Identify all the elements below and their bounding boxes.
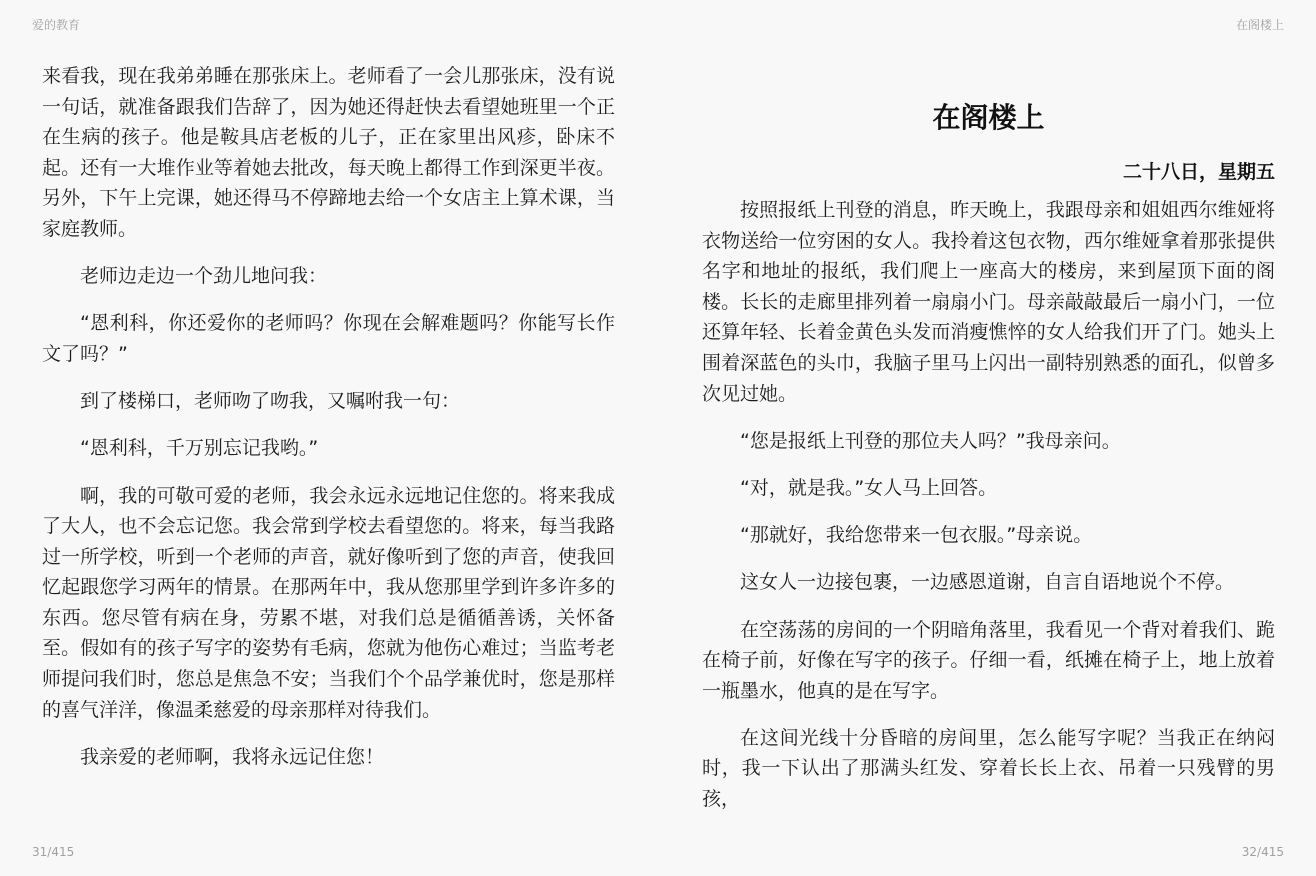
paragraph: 这女人一边接包裹，一边感恩道谢，自言自语地说个不停。	[740, 571, 1235, 594]
paragraph: 到了楼梯口，老师吻了吻我，又嘱咐我一句：	[80, 390, 461, 413]
book-title-header: 爱的教育	[32, 18, 81, 32]
chapter-title: 在阁楼上	[932, 101, 1045, 134]
chapter-date: 二十八日，星期五	[1122, 161, 1275, 183]
paragraph: “您是报纸上刊登的那位夫人吗？”我母亲问。	[740, 429, 1121, 452]
paragraph: “恩利科，你还爱你的老师吗？你现在会解难题吗？你能写长作文了吗？”	[42, 312, 615, 365]
paragraph: 啊，我的可敬可爱的老师，我会永远永远地记住您的。将来我成了大人，也不会忘记您。我会常到学校去看望您的。将来，每当我路过一所学校，听到一个老师的声音，就好像听到了您的声音，使我回忆起跟您学习两年的情景。在那两年中，我从您那里学到许多许多的东西。您尽管有病在身，劳累不堪，对我们总是循循善诱，关怀备至。假如有的孩子写字的姿势有毛病，您就为他伤心难过；当监考老师提问我们时，您总是焦急不安；当我们个个品学兼优时，您是那样的喜气洋洋，像温柔慈爱的母亲那样对待我们。	[42, 484, 615, 721]
page-number-left: 31/415	[32, 845, 75, 859]
page-number-right: 32/415	[1241, 845, 1284, 859]
right-page-text	[702, 98, 1275, 815]
paragraph: “恩利科，千万别忘记我哟。”	[80, 437, 319, 460]
right-page[interactable]	[658, 0, 1316, 876]
paragraph: 我亲爱的老师啊，我将永远记住您！	[80, 745, 385, 768]
chapter-title-header: 在阁楼上	[1235, 18, 1284, 32]
paragraph-continued: 来看我，现在我弟弟睡在那张床上。老师看了一会儿那张床，没有说一句话，就准备跟我们告辞了，因为她还得赶快去看望她班里一个正在生病的孩子。他是鞍具店老板的儿子，正在家里出风疹，卧床不起。还有一大堆作业等着她去批改，每天晚上都得工作到深更半夜。另外，下午上完课，她还得马不停蹄地去给一个女店主上算术课，当家庭教师。	[42, 65, 615, 240]
paragraph: 老师边走边一个劲儿地问我：	[80, 265, 328, 288]
paragraph: 在这间光线十分昏暗的房间里，怎么能写字呢？当我正在纳闷时，我一下认出了那满头红发、穿着长长上衣、吊着一只残臂的男孩，	[702, 726, 1275, 811]
left-page-text	[42, 61, 615, 772]
paragraph: 按照报纸上刊登的消息，昨天晚上，我跟母亲和姐姐西尔维娅将衣物送给一位穷困的女人。我拎着这包衣物，西尔维娅拿着那张提供名字和地址的报纸，我们爬上一座高大的楼房，来到屋顶下面的阁楼。长长的走廊里排列着一扇扇小门。母亲敲敲最后一扇小门，一位还算年轻、长着金黄色头发而消瘦憔悴的女人给我们开了门。她头上围着深蓝色的头巾，我脑子里马上闪出一副特别熟悉的面孔，似曾多次见过她。	[702, 199, 1275, 405]
paragraph: “那就好，我给您带来一包衣服。”母亲说。	[740, 524, 1093, 547]
paragraph: “对，就是我。”女人马上回答。	[740, 476, 998, 499]
paragraph: 在空荡荡的房间的一个阴暗角落里，我看见一个背对着我们、跪在椅子前，好像在写字的孩子。仔细一看，纸摊在椅子上，地上放着一瓶墨水，他真的是在写字。	[702, 618, 1275, 702]
